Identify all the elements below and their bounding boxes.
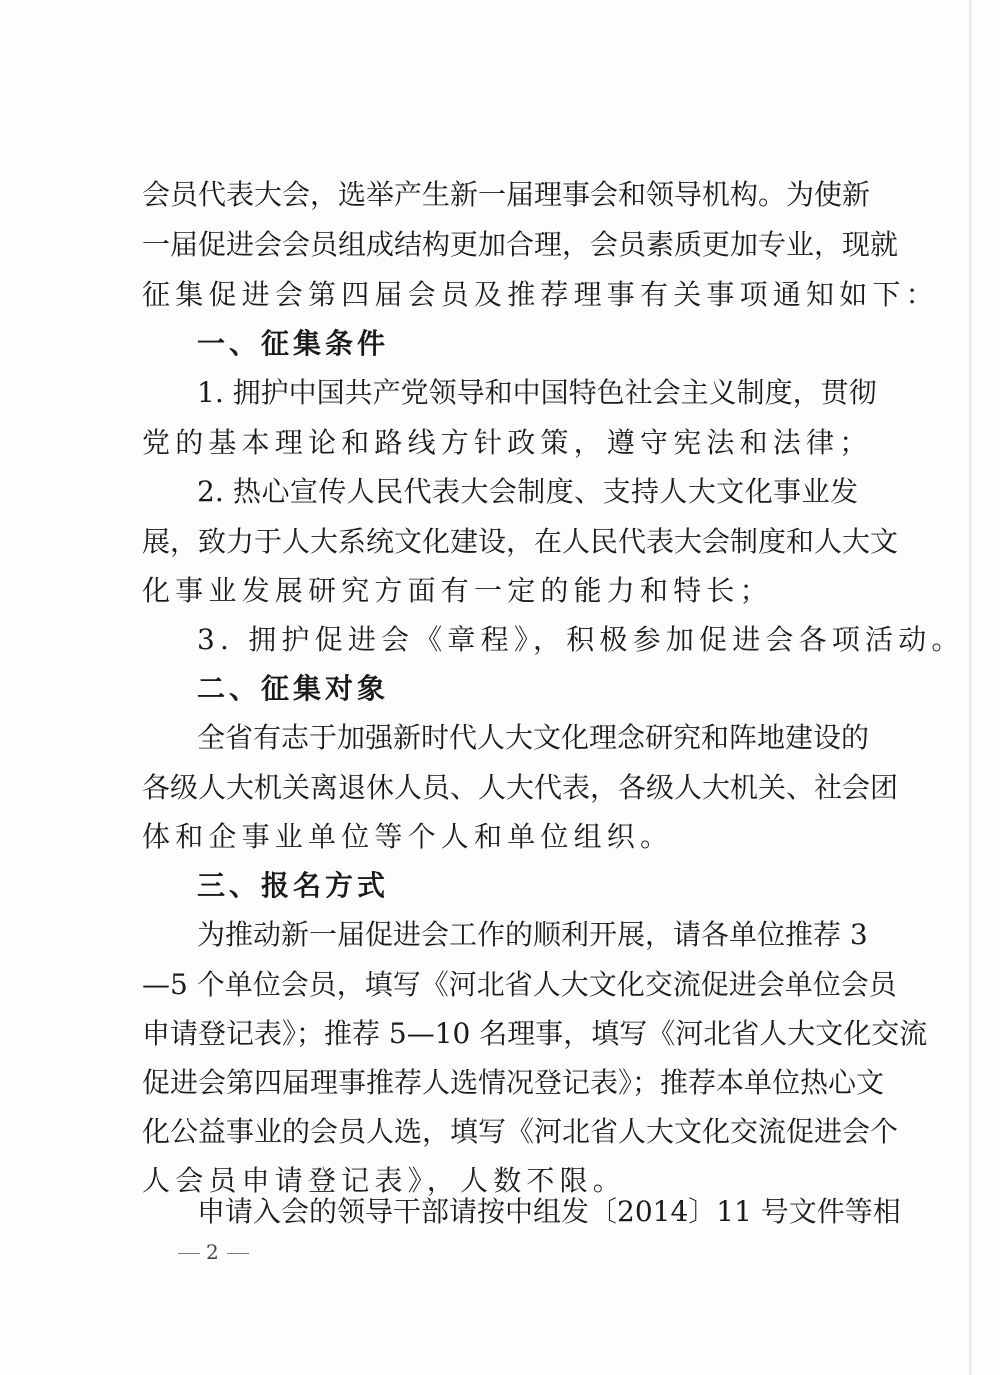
section-heading: 一、征集条件	[197, 327, 390, 360]
text-line: 党的基本理论和路线方针政策，遵守宪法和法律；	[142, 426, 873, 459]
text-line: 化事业发展研究方面有一定的能力和特长；	[142, 574, 773, 607]
text-line: 各级人大机关离退休人员、人大代表，各级人大机关、社会团	[142, 771, 899, 804]
text-line: 2. 热心宣传人民代表大会制度、支持人大文化事业发	[197, 475, 858, 508]
section-heading: 三、报名方式	[197, 869, 390, 902]
text-line: 为推动新一届促进会工作的顺利开展，请各单位推荐 3	[197, 918, 868, 951]
footer-dash-left	[178, 1253, 200, 1254]
text-line: 全省有志于加强新时代人大文化理念研究和阵地建设的	[197, 721, 870, 754]
page-footer	[172, 1240, 255, 1264]
section-heading: 二、征集对象	[197, 672, 390, 705]
text-line: 3. 拥护促进会《章程》，积极参加促进会各项活动。	[197, 623, 965, 656]
text-line: 申请入会的领导干部请按中组发〔2014〕11 号文件等相	[197, 1195, 901, 1228]
scan-edge	[969, 0, 972, 1375]
text-line: 会员代表大会，选举产生新一届理事会和领导机构。为使新	[142, 178, 871, 211]
footer-dash-right	[227, 1253, 249, 1254]
text-line: 申请登记表》；推荐 5—10 名理事，填写《河北省人大文化交流	[142, 1017, 928, 1050]
text-line: —5 个单位会员，填写《河北省人大文化交流促进会单位会员	[142, 968, 897, 1001]
text-line: 征集促进会第四届会员及推荐理事有关事项通知如下：	[142, 278, 939, 311]
text-line: 化公益事业的会员人选，填写《河北省人大文化交流促进会个	[142, 1115, 899, 1148]
text-line: 体和企事业单位等个人和单位组织。	[142, 820, 674, 853]
text-line: 展，致力于人大系统文化建设，在人民代表大会制度和人大文	[142, 525, 899, 558]
text-line: 促进会第四届理事推荐人选情况登记表》；推荐本单位热心文	[142, 1066, 885, 1099]
text-line: 一届促进会会员组成结构更加合理，会员素质更加专业，现就	[142, 228, 899, 261]
page-number: 2	[206, 1240, 221, 1264]
text-line: 1. 拥护中国共产党领导和中国特色社会主义制度，贯彻	[197, 376, 877, 409]
text-line: 人会员申请登记表》，人数不限。	[142, 1164, 627, 1197]
